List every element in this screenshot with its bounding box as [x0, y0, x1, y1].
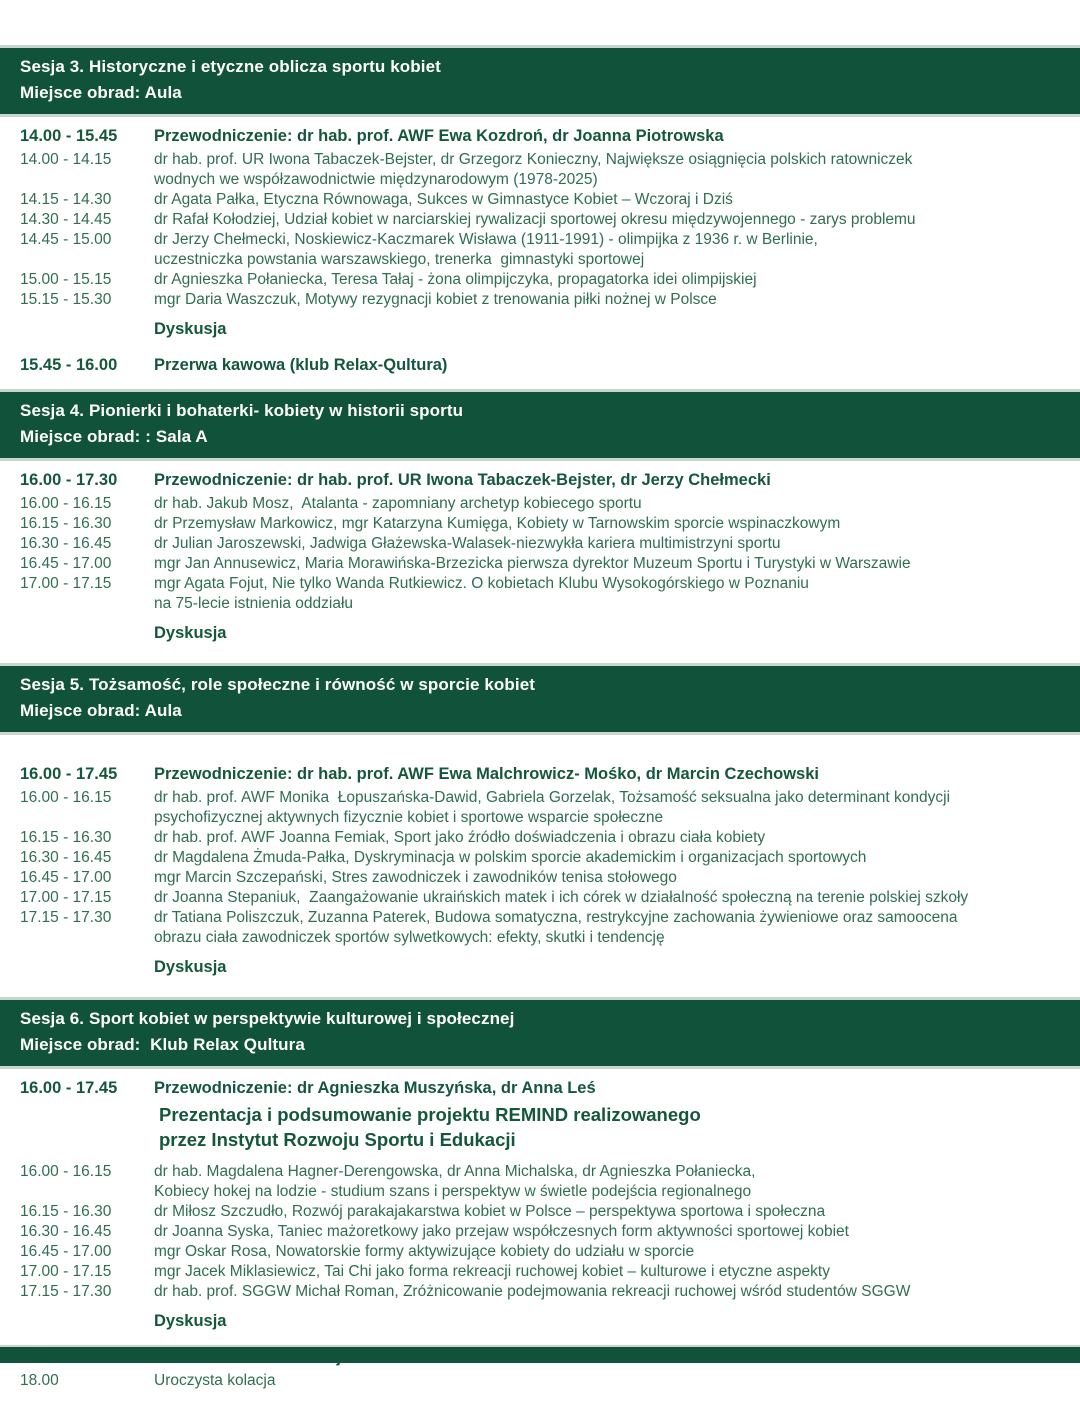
- time-cell: 17.15 - 17.30: [20, 1283, 112, 1300]
- session-header-bar: [0, 663, 1080, 735]
- time-cell: 17.00 - 17.15: [20, 575, 112, 592]
- schedule-row: [20, 956, 1060, 979]
- schedule-row: [20, 514, 1060, 534]
- time-cell: 16.45 - 17.00: [20, 1243, 112, 1260]
- time-cell: 15.00 - 15.15: [20, 271, 112, 288]
- footer-bar: [0, 1345, 1080, 1363]
- schedule-row: [20, 210, 1060, 230]
- schedule-row: [20, 534, 1060, 554]
- entry-line: psychofizycznej aktywnych fizycznie kobiet i sportowe wsparcie społeczne: [154, 809, 664, 826]
- time-cell: 16.15 - 16.30: [20, 1203, 112, 1220]
- schedule-row: [20, 1282, 1060, 1302]
- time-cell: 15.45 - 16.00: [20, 356, 118, 374]
- entry-line: mgr Daria Waszczuk, Motywy rezygnacji kobiet z trenowania piłki nożnej w Polsce: [154, 291, 717, 308]
- session-place: Miejsce obrad: Klub Relax Qultura: [20, 1035, 305, 1054]
- time-cell: 16.30 - 16.45: [20, 1223, 112, 1240]
- entry-text: [154, 1371, 1060, 1391]
- entry-line: Uroczysta kolacja: [154, 1372, 276, 1389]
- entry-text: [154, 1077, 1060, 1100]
- schedule-row: [20, 290, 1060, 310]
- time-cell: 16.00 - 17.45: [20, 1079, 118, 1097]
- time-cell: 16.15 - 16.30: [20, 829, 112, 846]
- entry-text: [154, 848, 1060, 868]
- time-cell: 16.00 - 16.15: [20, 495, 112, 512]
- schedule-row: [20, 270, 1060, 290]
- schedule-row: [20, 494, 1060, 514]
- session-section: [0, 45, 1080, 389]
- entry-text: [154, 534, 1060, 554]
- entry-text: [154, 956, 1060, 979]
- schedule-row: [20, 230, 1060, 270]
- session-section: [0, 997, 1080, 1401]
- schedule-row: [20, 574, 1060, 614]
- entry-text: [154, 1310, 1060, 1333]
- entry-line: dr Joanna Syska, Taniec mażoretkowy jako przejaw współczesnych form aktywności sportowej kobiet: [154, 1223, 849, 1240]
- entry-line: Prezentacja i podsumowanie projektu REMIND realizowanego: [159, 1104, 701, 1125]
- schedule-row: [20, 150, 1060, 190]
- schedule-row: [20, 848, 1060, 868]
- entry-line: dr Joanna Stepaniuk, Zaangażowanie ukraińskich matek i ich córek w działalność społeczną na terenie polskiej szkoły: [154, 889, 969, 906]
- schedule-row: [20, 1202, 1060, 1222]
- entry-text: [154, 888, 1060, 908]
- schedule-row: [20, 1162, 1060, 1202]
- entry-text: [154, 1222, 1060, 1242]
- entry-line: mgr Jan Annusewicz, Maria Morawińska-Brzezicka pierwsza dyrektor Muzeum Sportu i Turystyki w Warszawie: [154, 555, 911, 572]
- entry-text: [154, 1102, 1060, 1152]
- entry-line: dr hab. Magdalena Hagner-Derengowska, dr Anna Michalska, dr Agnieszka Połaniecka,: [154, 1163, 756, 1180]
- entry-line: Przewodniczenie: dr hab. prof. AWF Ewa Kozdroń, dr Joanna Piotrowska: [154, 127, 724, 145]
- entry-line: mgr Agata Fojut, Nie tylko Wanda Rutkiewicz. O kobietach Klubu Wysokogórskiego w Poznaniu: [154, 575, 809, 592]
- session-title: Sesja 6. Sport kobiet w perspektywie kulturowej i społecznej: [20, 1009, 515, 1028]
- time-cell: 16.00 - 16.15: [20, 1163, 112, 1180]
- session-title: Sesja 4. Pionierki i bohaterki- kobiety w historii sportu: [20, 401, 464, 420]
- time-cell: 16.00 - 17.45: [20, 765, 118, 783]
- schedule-row: [20, 622, 1060, 645]
- entry-line: dr Miłosz Szczudło, Rozwój parakajakarstwa kobiet w Polsce – perspektywa sportowa i społeczna: [154, 1203, 826, 1220]
- entry-line: Dyskusja: [154, 1312, 227, 1330]
- entry-text: [154, 1262, 1060, 1282]
- schedule-row: [20, 828, 1060, 848]
- entry-line: wodnych we współzawodnictwie międzynarodowym (1978-2025): [154, 171, 598, 188]
- entry-text: [154, 554, 1060, 574]
- entry-text: [154, 354, 1060, 377]
- entry-text: [154, 574, 1060, 614]
- entry-line: obrazu ciała zawodniczek sportów sylwetkowych: efekty, skutki i tendencję: [154, 929, 665, 946]
- time-cell: 14.30 - 14.45: [20, 211, 112, 228]
- entry-line: przez Instytut Rozwoju Sportu i Edukacji: [159, 1129, 516, 1150]
- entry-line: dr hab. Jakub Mosz, Atalanta - zapomniany archetyp kobiecego sportu: [154, 495, 642, 512]
- schedule-row: [20, 354, 1060, 377]
- entry-line: Przewodniczenie: dr Agnieszka Muszyńska, dr Anna Leś: [154, 1079, 596, 1097]
- entry-text: [154, 1162, 1060, 1202]
- schedule-row: [20, 1242, 1060, 1262]
- entry-line: dr hab. prof. UR Iwona Tabaczek-Bejster, dr Grzegorz Konieczny, Największe osiągnięcia polskich ratowniczek: [154, 151, 913, 168]
- time-cell: 16.30 - 16.45: [20, 535, 112, 552]
- schedule-row: [20, 125, 1060, 148]
- session-schedule: [0, 117, 1080, 389]
- time-cell: 15.15 - 15.30: [20, 291, 112, 308]
- time-cell: 17.00 - 17.15: [20, 1263, 112, 1280]
- entry-text: [154, 763, 1060, 786]
- entry-text: [154, 494, 1060, 514]
- entry-line: dr hab. prof. SGGW Michał Roman, Zróżnicowanie podejmowania rekreacji ruchowej wśród studentów SGGW: [154, 1283, 911, 1300]
- entry-line: mgr Marcin Szczepański, Stres zawodniczek i zawodników tenisa stołowego: [154, 869, 677, 886]
- session-schedule: [0, 461, 1080, 663]
- time-cell: 16.00 - 17.30: [20, 471, 118, 489]
- time-cell: 18.00: [20, 1372, 59, 1389]
- entry-line: Dyskusja: [154, 320, 227, 338]
- entry-text: [154, 270, 1060, 290]
- entry-line: dr Jerzy Chełmecki, Noskiewicz-Kaczmarek Wisława (1911-1991) - olimpijka z 1936 r. w Berlinie,: [154, 231, 818, 248]
- entry-text: [154, 1202, 1060, 1222]
- session-header-bar: [0, 45, 1080, 117]
- entry-line: dr hab. prof. AWF Joanna Femiak, Sport jako źródło doświadczenia i obrazu ciała kobiety: [154, 829, 766, 846]
- session-place: Miejsce obrad: Aula: [20, 701, 182, 720]
- entry-line: na 75-lecie istnienia oddziału: [154, 595, 354, 612]
- entry-text: [154, 622, 1060, 645]
- entry-text: [154, 210, 1060, 230]
- session-title: Sesja 5. Tożsamość, role społeczne i równość w sporcie kobiet: [20, 675, 536, 694]
- entry-line: dr Agnieszka Połaniecka, Teresa Tałaj - żona olimpijczyka, propagatorka idei olimpijskiej: [154, 271, 757, 288]
- time-cell: 16.45 - 17.00: [20, 555, 112, 572]
- entry-line: dr Julian Jaroszewski, Jadwiga Głażewska-Walasek-niezwykła kariera multimistrzyni sportu: [154, 535, 781, 552]
- entry-text: [154, 125, 1060, 148]
- entry-line: dr Agata Pałka, Etyczna Równowaga, Sukces w Gimnastyce Kobiet – Wczoraj i Dziś: [154, 191, 733, 208]
- entry-text: [154, 290, 1060, 310]
- entry-text: [154, 318, 1060, 341]
- entry-line: dr Magdalena Żmuda-Pałka, Dyskryminacja w polskim sporcie akademickim i organizacjach sportowych: [154, 849, 867, 866]
- session-place: Miejsce obrad: : Sala A: [20, 427, 208, 446]
- session-section: [0, 663, 1080, 997]
- session-place: Miejsce obrad: Aula: [20, 83, 182, 102]
- entry-line: mgr Oskar Rosa, Nowatorskie formy aktywizujące kobiety do udziału w sporcie: [154, 1243, 695, 1260]
- schedule-row: [20, 1222, 1060, 1242]
- time-cell: 14.45 - 15.00: [20, 231, 112, 248]
- schedule-row: [20, 788, 1060, 828]
- entry-line: Kobiecy hokej na lodzie - studium szans i perspektyw w świetle podejścia regionalnego: [154, 1183, 752, 1200]
- session-header-bar: [0, 997, 1080, 1069]
- session-schedule: [0, 735, 1080, 997]
- schedule-row: [20, 763, 1060, 786]
- entry-line: dr Tatiana Poliszczuk, Zuzanna Paterek, Budowa somatyczna, restrykcyjne zachowania żywieniowe oraz samoocena: [154, 909, 958, 926]
- entry-line: dr Rafał Kołodziej, Udział kobiet w narciarskiej rywalizacji sportowej okresu międzywojennego - zarys problemu: [154, 211, 916, 228]
- schedule-row: [20, 190, 1060, 210]
- time-cell: 16.15 - 16.30: [20, 515, 112, 532]
- entry-text: [154, 230, 1060, 270]
- time-cell: 17.15 - 17.30: [20, 909, 112, 926]
- entry-text: [154, 1242, 1060, 1262]
- entry-text: [154, 190, 1060, 210]
- entry-line: Dyskusja: [154, 624, 227, 642]
- entry-text: [154, 828, 1060, 848]
- entry-text: [154, 868, 1060, 888]
- schedule-row: [20, 1077, 1060, 1100]
- time-cell: 16.45 - 17.00: [20, 869, 112, 886]
- time-cell: 14.00 - 15.45: [20, 127, 118, 145]
- schedule-row: [20, 554, 1060, 574]
- entry-text: [154, 908, 1060, 948]
- schedule-row: [20, 318, 1060, 341]
- entry-text: [154, 469, 1060, 492]
- time-cell: 17.00 - 17.15: [20, 889, 112, 906]
- time-cell: 14.00 - 14.15: [20, 151, 112, 168]
- time-cell: 16.00 - 16.15: [20, 789, 112, 806]
- entry-line: uczestniczka powstania warszawskiego, trenerka gimnastyki sportowej: [154, 251, 645, 268]
- entry-line: Przewodniczenie: dr hab. prof. AWF Ewa Malchrowicz- Mośko, dr Marcin Czechowski: [154, 765, 819, 783]
- schedule-row: [20, 868, 1060, 888]
- session-header-bar: [0, 389, 1080, 461]
- entry-text: [154, 150, 1060, 190]
- schedule-row: [20, 1371, 1060, 1391]
- entry-line: dr Przemysław Markowicz, mgr Katarzyna Kumięga, Kobiety w Tarnowskim sporcie wspinaczkowym: [154, 515, 841, 532]
- schedule-row: [20, 1102, 1060, 1152]
- schedule-row: [20, 1262, 1060, 1282]
- entry-line: dr hab. prof. AWF Monika Łopuszańska-Dawid, Gabriela Gorzelak, Tożsamość seksualna jako determinant kondycji: [154, 789, 951, 806]
- session-section: [0, 389, 1080, 663]
- entry-line: Przerwa kawowa (klub Relax-Qultura): [154, 356, 448, 374]
- entry-text: [154, 788, 1060, 828]
- time-cell: 14.15 - 14.30: [20, 191, 112, 208]
- schedule-row: [20, 469, 1060, 492]
- entry-line: Przewodniczenie: dr hab. prof. UR Iwona Tabaczek-Bejster, dr Jerzy Chełmecki: [154, 471, 771, 489]
- schedule-row: [20, 1310, 1060, 1333]
- entry-line: Dyskusja: [154, 958, 227, 976]
- entry-text: [154, 514, 1060, 534]
- schedule-row: [20, 888, 1060, 908]
- entry-line: mgr Jacek Miklasiewicz, Tai Chi jako forma rekreacji ruchowej kobiet – kulturowe i etyczne aspekty: [154, 1263, 830, 1280]
- session-title: Sesja 3. Historyczne i etyczne oblicza sportu kobiet: [20, 57, 441, 76]
- schedule-row: [20, 908, 1060, 948]
- entry-text: [154, 1282, 1060, 1302]
- time-cell: 16.30 - 16.45: [20, 849, 112, 866]
